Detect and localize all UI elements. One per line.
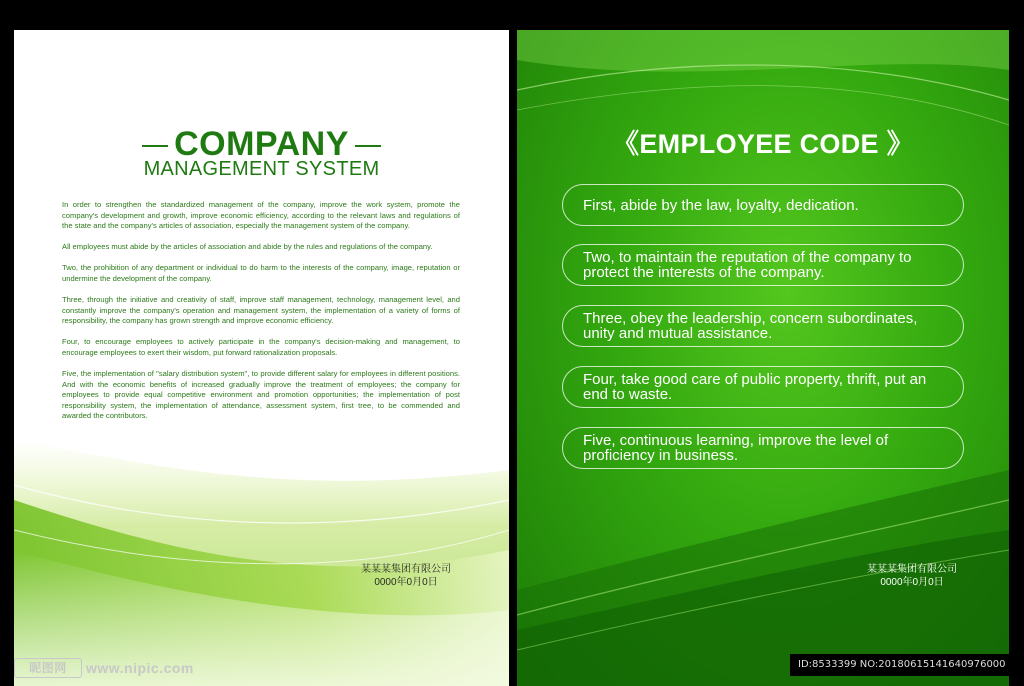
left-footer-company: 某某某集团有限公司: [361, 564, 451, 575]
right-footer-date: 0000年0月0日: [880, 577, 944, 588]
nipic-logo: 昵图网: [14, 658, 82, 678]
code-item-text: Four, take good care of public property, thrift, put an end to waste.: [583, 371, 927, 403]
code-item: [562, 244, 964, 286]
image-id-label: ID:8533399 NO:20180615141640976000: [790, 654, 1024, 676]
left-page: [14, 30, 509, 686]
code-item-text: Two, to maintain the reputation of the company to protect the interests of the company.: [583, 249, 912, 281]
paragraph: All employees must abide by the articles of association and abide by the rules and regulations of the company.: [62, 242, 433, 252]
title-dash-right: [355, 145, 381, 147]
paragraph: Three, through the initiative and creativity of staff, improve staff management, technology, management level, and constantly improve the company's operation and management system, the implementation of a variety of forms of responsibility, the company has grown strength and improve economic efficiency.: [62, 295, 460, 326]
paragraph: Four, to encourage employees to actively participate in the company's decision-making and management, to encourage employees to exert their wisdom, put forward rationalization proposals.: [62, 337, 460, 357]
nipic-url: www.nipic.com: [86, 660, 194, 676]
right-footer-company: 某某某集团有限公司: [867, 564, 957, 575]
nipic-watermark: [14, 658, 194, 678]
code-item-text: First, abide by the law, loyalty, dedication.: [583, 196, 859, 214]
right-footer: [842, 563, 982, 589]
code-item-text: Three, obey the leadership, concern subordinates, unity and mutual assistance.: [583, 310, 918, 342]
code-item: [562, 305, 964, 347]
right-page: [517, 30, 1009, 686]
code-item-text: Five, continuous learning, improve the level of proficiency in business.: [583, 432, 889, 464]
paragraph: Five, the implementation of "salary distribution system", to provide different salary for employees in different positions. And with the economic benefits of increased gradually improve the treatment of employees; the company for employees to provide equal competitive environment and promotion opportunities; the implementation of post responsibility system, the implementation of attendance, assessment system, first tree, to be commended and awarded the contributors.: [62, 369, 460, 421]
title-dash-left: [142, 145, 168, 147]
code-item: [562, 366, 964, 408]
management-body-text: [62, 200, 460, 433]
company-title-text: COMPANY: [174, 125, 349, 163]
code-item: [562, 184, 964, 226]
paragraph: Two, the prohibition of any department or individual to do harm to the interests of the company, image, reputation or undermine the development of the company.: [62, 263, 460, 283]
code-item: [562, 427, 964, 469]
left-footer: [336, 563, 476, 589]
left-footer-date: 0000年0月0日: [374, 577, 438, 588]
employee-code-title: 《EMPLOYEE CODE 》: [612, 129, 914, 159]
company-subtitle: MANAGEMENT SYSTEM: [143, 158, 380, 180]
paragraph: In order to strengthen the standardized management of the company, improve the work system, promote the company's development and growth, improve economic efficiency, according to the relevant laws and regulations of the state and the company's articles of association, especially the management system of the company.: [62, 200, 460, 231]
